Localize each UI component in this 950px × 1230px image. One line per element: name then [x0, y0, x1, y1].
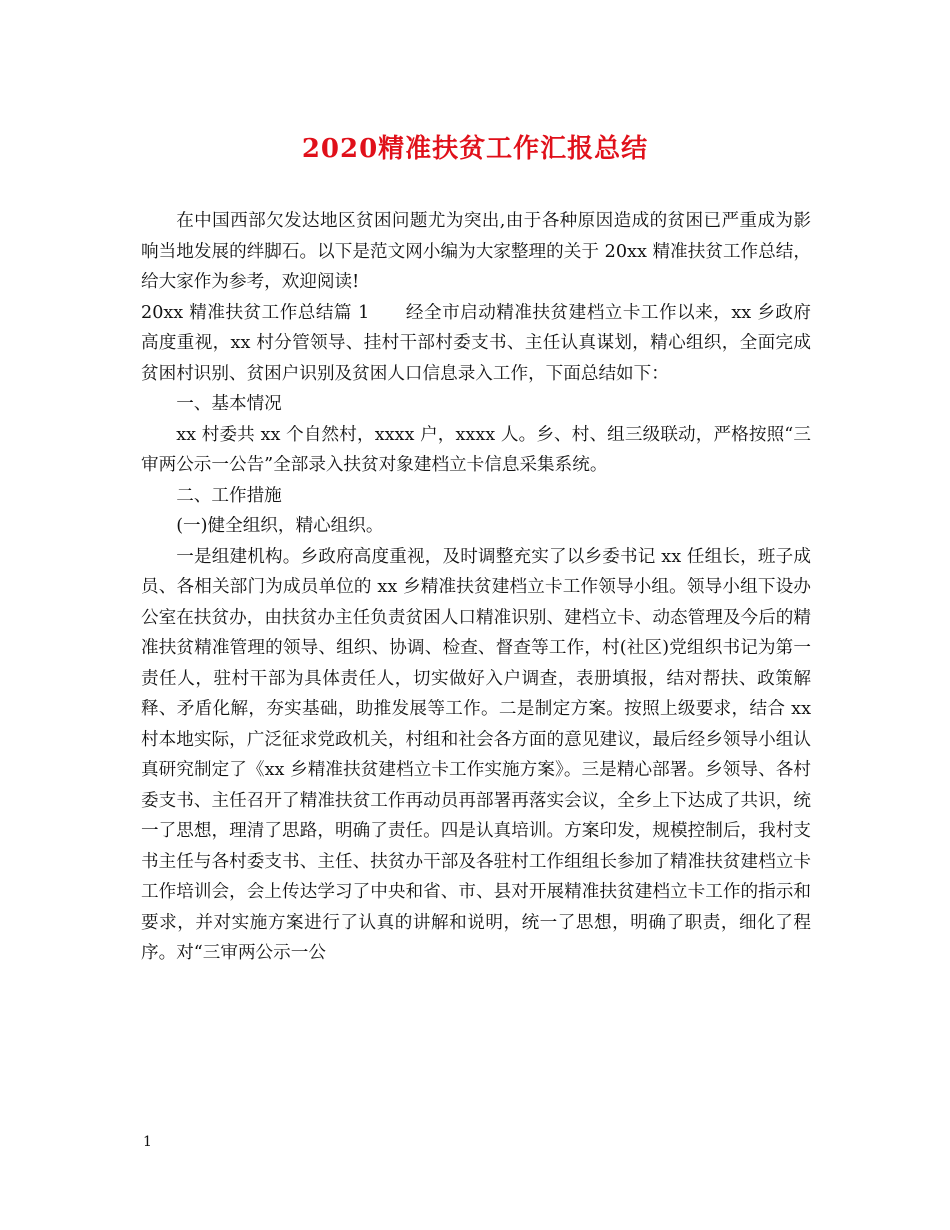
section-heading-work-measures: 二、工作措施 — [176, 485, 282, 506]
paragraph-intro: 在中国西部欠发达地区贫困问题尤为突出,由于各种原因造成的贫困已严重成为影响当地发展的绊脚石。以下是范文网小编为大家整理的关于 20xx 精准扶贫工作总结，给大家作为参考，欢迎阅读! — [141, 211, 811, 292]
paragraph-organization-details: 一是组建机构。乡政府高度重视，及时调整充实了以乡委书记 xx 任组长，班子成员、各相关部门为成员单位的 xx 乡精准扶贫建档立卡工作领导小组。领导小组下设办公室在扶贫办，由扶贫办主任负责贫困人口精准识别、建档立卡、动态管理及今后的精准扶贫精准管理的领导、组织、协调、检查、督查等工作，村(社区)党组织书记为第一责任人，驻村干部为具体责任人，切实做好入户调查，表册填报，结对帮扶、政策解释、矛盾化解，夯实基础，助推发展等工作。二是制定方案。按照上级要求，结合 xx 村本地实际，广泛征求党政机关，村组和社会各方面的意见建议，最后经乡领导小组认真研究制定了《xx 乡精准扶贫建档立卡工作实施方案》。三是精心部署。乡领导、各村委支书、主任召开了精准扶贫工作再动员再部署再落实会议，全乡上下达成了共识，统一了思想，理清了思路，明确了责任。四是认真培训。方案印发，规模控制后，我村支书主任与各村委支书、主任、扶贫办干部及各驻村工作组组长参加了精准扶贫建档立卡工作培训会，会上传达学习了中央和省、市、县对开展精准扶贫建档立卡工作的指示和要求，并对实施方案进行了认真的讲解和说明，统一了思想，明确了职责，细化了程序。对“三审两公示一公 — [141, 546, 811, 963]
document-body — [141, 206, 811, 969]
section-heading-basic-situation: 一、基本情况 — [176, 394, 282, 414]
page-number: 1 — [143, 1134, 152, 1150]
paragraph-basic-situation: xx 村委共 xx 个自然村，xxxx 户，xxxx 人。乡、村、组三级联动，严格按照“三审两公示一公告”全部录入扶贫对象建档立卡信息采集系统。 — [141, 424, 811, 475]
document-title: 2020精准扶贫工作汇报总结 — [301, 134, 649, 164]
subsection-heading-organization: (一)健全组织，精心组织。 — [176, 516, 384, 536]
paragraph-summary-opening: 20xx 精准扶贫工作总结篇 1 经全市启动精准扶贫建档立卡工作以来，xx 乡政府高度重视，xx 村分管领导、挂村干部村委支书、主任认真谋划，精心组织，全面完成贫困村识别、贫困户识别及贫困人口信息录入工作，下面总结如下： — [141, 302, 811, 384]
